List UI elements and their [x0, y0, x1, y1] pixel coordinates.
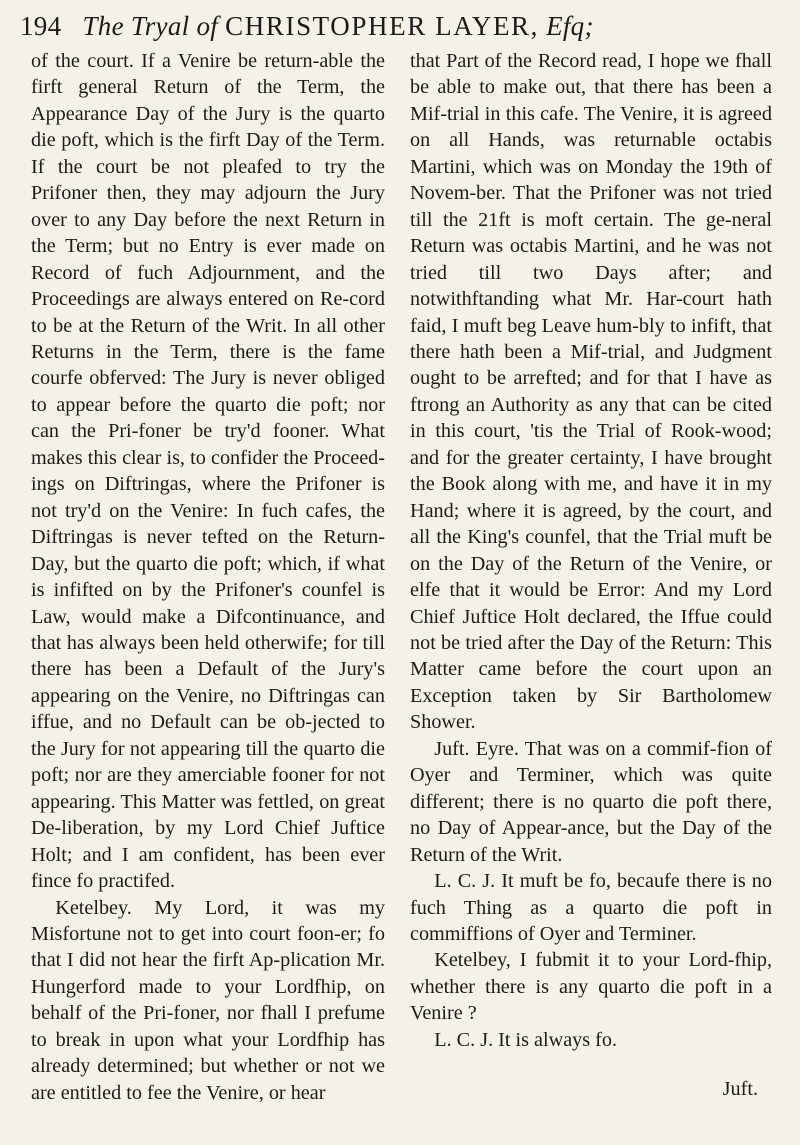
running-header — [20, 6, 780, 46]
header-title-italic: The Tryal of — [82, 11, 219, 41]
paragraph: that Part of the Record read, I hope we fhall be able to make out, that there has been a Mif-trial in this cafe. The Venire, it is agreed on all Hands, was returnable octabis Martini, which was on Monday the 19th of Novem-ber. That the Prifoner was not tried till the 21ft is moft certain. The ge-neral Return was octabis Martini, and he was not tried till two Days after; and notwithftanding what Mr. Har-court hath faid, I muft beg Leave hum-bly to infift, that there hath been a Mif-trial, and Judgment ought to be arrefted; and for that I have as ftrong an Authority as any that can be cited in this court, 'tis the Trial of Rook-wood; and for the greater certainty, I have brought the Book along with me, and have it in my Hand; where it is agreed, by the court, and all the King's counfel, that the Trial muft be on the Day of the Return of the Venire, or elfe that it would be Error: And my Lord Chief Juftice Holt declared, the Iffue could not be tried after the Day of the Return: This Matter came before the court upon an Exception taken by Sir Bartholomew Shower. — [410, 50, 772, 734]
paragraph: Ketelbey. My Lord, it was my Misfortune not to get into court foon-er; fo that I did not hear the firft Ap-plication Mr. Hungerford made to your Lordfhip, on behalf of the Pri-foner, nor fhall I prefume to break in upon what your Lordfhip has already determined; but whether or not we are entitled to fee the Venire, or hear — [31, 896, 385, 1104]
paragraph: of the court. If a Venire be return-able the firft general Return of the Term, the Appearance Day of the Jury is the quarto die poft, which is the firft Day of the Term. If the court be not pleafed to try the Prifoner then, they may adjourn the Jury over to any Day before the next Return in the Term; but no Entry is ever made on Record of fuch Adjournment, and the Proceedings are always entered on Re-cord to be at the Return of the Writ. In all other Returns in the Term, there is the fame courfe obferved: The Jury is never obliged to appear before the quarto die poft; nor can the Pri-foner be try'd fooner. What makes this clear is, to confider the Proceed-ings on Diftringas, where the Prifoner is not try'd on the Venire: In fuch cafes, the Diftringas is never tefted on the Return-Day, but the quarto die poft; which, if what is infifted on by the Prifoner's counfel is Law, would make a Difcontinuance, and that has always been held otherwife; for till there has been a Default of the Jury's appearing on the Venire, no Diftringas can iffue, and no Default can be ob-jected to the Jury for not appearing till the quarto die poft; nor are they amerciable fooner for not appearing. This Matter was fettled, on great De-liberation, by my Lord Chief Juftice Holt; and I am confident, has been ever fince fo practifed. — [31, 50, 385, 893]
header-title-caps: CHRISTOPHER LAYER, — [225, 11, 540, 41]
paragraph: Ketelbey, I fubmit it to your Lord-fhip, whether there is any quarto die poft in a Venire ? — [410, 949, 772, 1025]
left-column — [31, 48, 385, 1106]
header-title-suffix: Efq; — [546, 11, 594, 41]
right-column — [410, 48, 772, 1053]
catchword: Juft. — [722, 1078, 758, 1100]
paragraph: L. C. J. It muft be fo, becaufe there is no fuch Thing as a quarto die poft in commiffions of Oyer and Terminer. — [410, 870, 772, 945]
page-number: 194 — [20, 11, 62, 41]
paragraph: L. C. J. It is always fo. — [434, 1028, 618, 1051]
paragraph: Juft. Eyre. That was on a commif-fion of Oyer and Terminer, which was quite different; there is no quarto die poft there, no Day of Appear-ance, but the Day of the Return of the Writ. — [410, 737, 772, 866]
